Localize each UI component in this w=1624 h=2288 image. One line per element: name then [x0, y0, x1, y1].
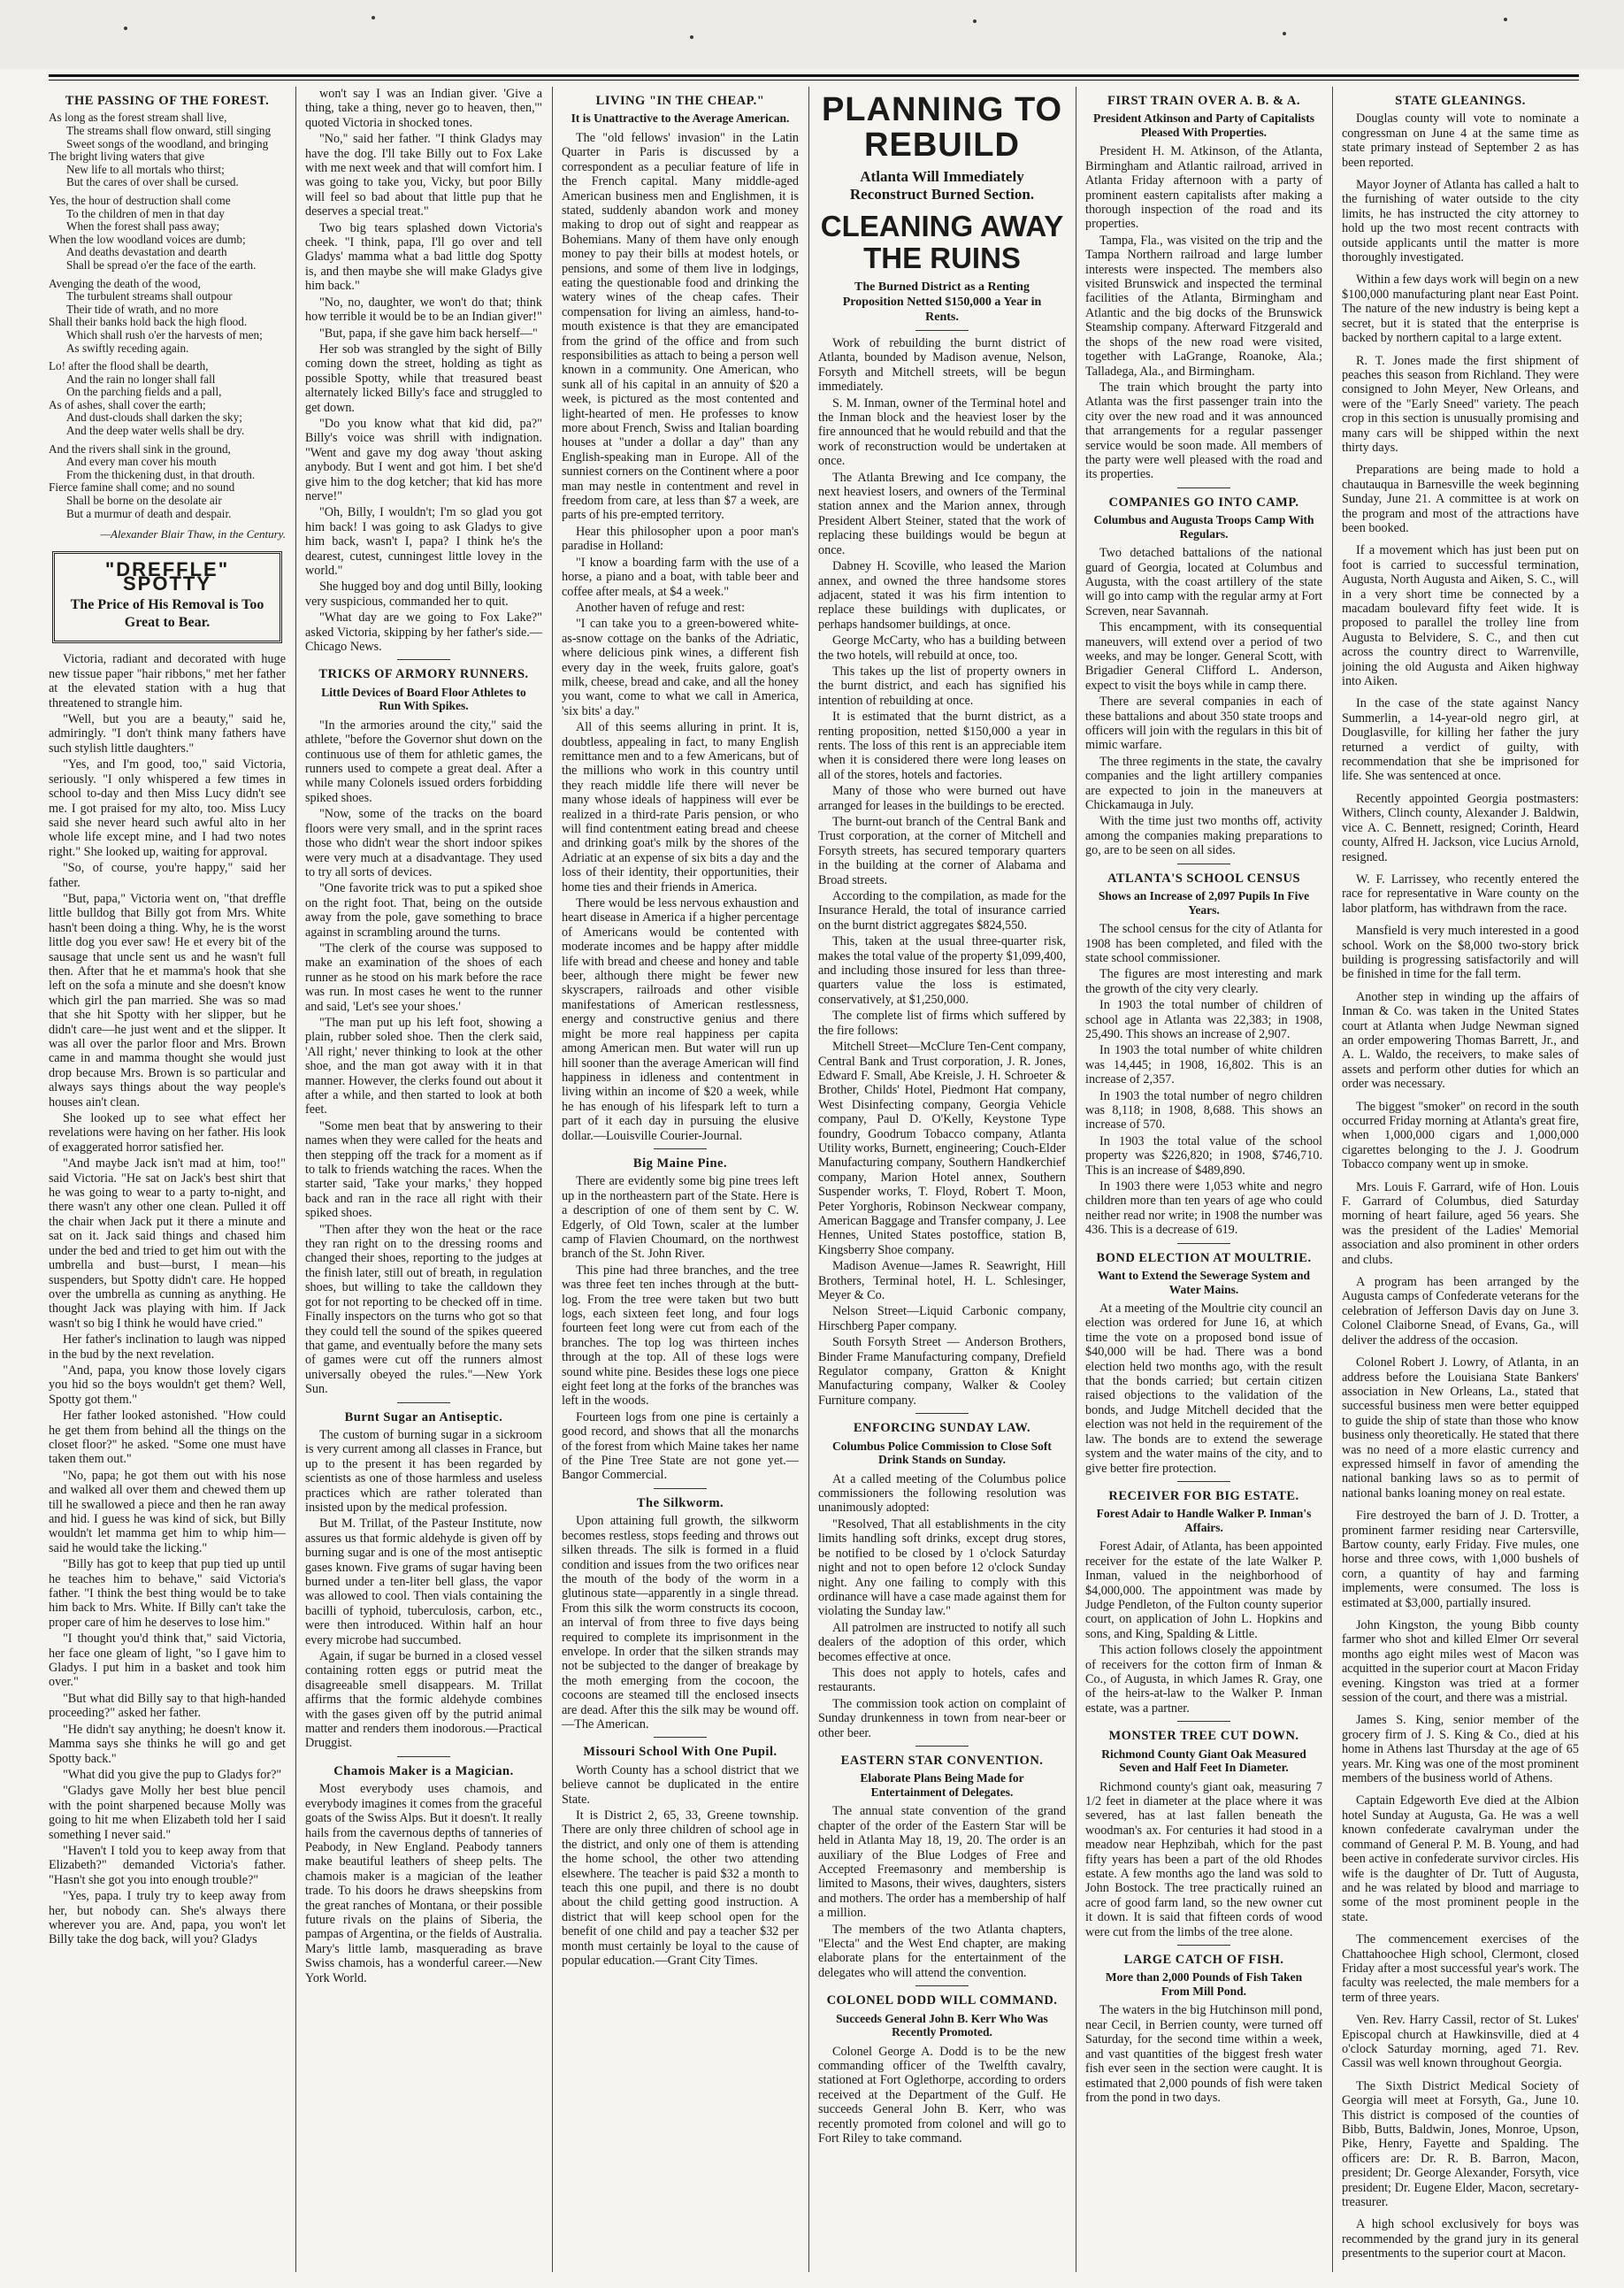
column-6 [1342, 87, 1579, 2272]
paragraph: "But what did Billy say to that high-handed proceeding?" asked her father. [49, 1691, 286, 1721]
article-body [1085, 1301, 1322, 1476]
paragraph: At a called meeting of the Columbus police commissioners the following resolution was unanimously adopted: [818, 1471, 1066, 1516]
paragraph: The complete list of firms which suffered by the fire follows: [818, 1009, 1066, 1038]
paragraph: Another step in winding up the affairs of Inman & Co. was taken in the United States court at Atlanta when Judge Newman signed an order empowering Thomas Barrett, Jr., and A. L. Waldo, the receivers, to make sales of assets and perform other duties for which an order was necessary. [1342, 989, 1579, 1092]
column-5 [1085, 87, 1322, 2272]
paragraph: Mitchell Street—McClure Ten-Cent company, Central Bank and Trust corporation, J. R. Jones, Edward F. Small, Abe Kreisle, J. H. Schroeter & Brother, Childs' Hotel, Piedmont Hat company, West Disinfecting company, Georgia Vehicle company, Paul D. O'Kelly, Keystone Type foundry, Goodrum Tobacco company, Atlanta Utility works, Burnett, engineering; Couch-Elder Manufacturing company, Southern Handkerchief company, Marion Hotel annex, Southern Suspender works, T. Floyd, Robert T. Moon, Peter Yorghoris, Robinson Neckwear company, American Baggage and Transfer company, J. Lee Hennes, United States postoffice, station B, Kingsberry Shoe company. [818, 1040, 1066, 1257]
paragraph: A program has been arranged by the Augusta camps of Confederate veterans for the celebration of Jefferson Davis day on June 3. Colonel Claiborne Snead, of Evans, Ga., will deliver the address of the occasion. [1342, 1275, 1579, 1347]
article-headline: LIVING "IN THE CHEAP." [595, 94, 765, 108]
divider [915, 330, 969, 331]
article-body [818, 336, 1066, 1408]
article-body [562, 131, 799, 1143]
paragraph: "Billy has got to keep that pup tied up until he teaches him to behave," said Victoria's father. "I think the best thing would be to take him back to Mrs. White. If Billy can't take the proper care of him he deserves to lose him." [49, 1557, 286, 1630]
paragraph: South Forsyth Street — Anderson Brothers, Binder Frame Manufacturing company, Drefield Regulator company, Gratton & Knight Manufacturing company, Walker & Cooley Furniture company. [818, 1335, 1066, 1408]
paragraph: Most everybody uses chamois, and everybody imagines it comes from the graceful goats of the Swiss Alps. But it doesn't. It really hails from the cavernous depths of tanneries of Peabody, in New England. Peabody tanners make beautiful leathers of sheep pelts. The chamois maker is a magician of the leather trade. To his doors he draws sheepskins from the great ranches of Montana, or their possible future rivals on the plains of Siberia, the pampas of Argentina, or the fields of Australia. Mary's little lamb, masquerading as brave Swiss chamois, has a wonderful career.—New York World. [305, 1782, 542, 1985]
paragraph: The figures are most interesting and mark the growth of the city very clearly. [1085, 967, 1322, 996]
paragraph: The commission took action on complaint of Sunday drunkenness in town from near-beer or other beer. [818, 1696, 1066, 1740]
article-headline: Burnt Sugar an Antiseptic. [344, 1409, 503, 1424]
paragraph: Preparations are being made to hold a chautauqua in Barnesville the week beginning Sunday, June 21. A committee is at work on the program and most of the attractions have been booked. [1342, 463, 1579, 535]
paragraph: "But, papa," Victoria went on, "that dreffle little bulldog that Billy got from Mrs. White hasn't been doing a thing. Why, he is the worst little dog you ever saw! He et every bit of the sausage that uncle sent us and he wasn't full then. After that he et mamma's hook that she left on the sofa a minute and she doesn't know which girl the pan married. She was so mad that she hit Spotty with her slipper, but he didn't care—he just went and et the slipper. It was all over the parlor floor and Mrs. Brown came in and mamma thought she would just drop because Mrs. Brown is so particular and always says things about the way people's houses ain't clean. [49, 891, 286, 1109]
paragraph: In 1903 there were 1,053 white and negro children more than ten years of age who could neither read nor write; in 1908 the number was 436. This is a decrease of 619. [1085, 1179, 1322, 1238]
paragraph: But M. Trillat, of the Pasteur Institute, now assures us that formic aldehyde is given off by burning sugar and is one of the most antiseptic gases known. Five grams of sugar having been burned under a ten-liter bell glass, the vapor was allowed to cool. Then vials containing the bacilli of typhoid, tuberculosis, carbon, etc., were then introduced. Within half an hour every microbe had succumbed. [305, 1516, 542, 1647]
paragraph: She looked up to see what effect her revelations were having on her father. His look of exaggerated horror satisfied her. [49, 1111, 286, 1155]
paragraph: Mayor Joyner of Atlanta has called a halt to the furnishing of water outside to the city limits, he has instructed the city attorney to hold up the two most recent contracts with outside applicants until the matter is more thoroughly investigated. [1342, 178, 1579, 265]
poem-line: Sweet songs of the woodland, and bringing [66, 136, 269, 150]
article-headline: FIRST TRAIN OVER A. B. & A. [1107, 94, 1301, 108]
article-body [818, 1472, 1066, 1740]
paragraph: "Resolved, That all establishments in the city limits handling soft drinks, except drug stores, be notified to be closed by 1 o'clock Saturday night and not to open before 12 o'clock Sunday night. Any one failing to comply with this ordinance will have a case made against them for violating the Sunday law." [818, 1516, 1066, 1619]
article-subhead: Forest Adair to Handle Walker P. Inman's Affairs. [1096, 1507, 1312, 1534]
paragraph: This, taken at the usual three-quarter risk, makes the total value of the property $1,099,400, and including those insured for less than three-quarters value the loss is estimated, conservatively, at $1,250,000. [818, 934, 1066, 1007]
paragraph: Fourteen logs from one pine is certainly a good record, and shows that all the monarchs of the forest from which Maine takes her name of the Pine Tree State are not gone yet.—Bangor Commercial. [562, 1409, 799, 1483]
article-subhead: Columbus and Augusta Troops Camp With Regulars. [1093, 513, 1314, 541]
poem-line: The turbulent streams shall outpour [66, 289, 233, 303]
paragraph: All patrolmen are instructed to notify all such dealers of the adoption of this order, which becomes effective at once. [818, 1620, 1066, 1664]
paragraph: "He didn't say anything; he doesn't know it. Mamma says she thinks he will go and get Spotty back." [49, 1722, 286, 1766]
paragraph: This pine had three branches, and the tree was three feet ten inches through at the butt-log. From the tree were taken but two butt logs, each sixteen feet long, and four logs fourteen feet long were cut from each of the branches. The top log was thirteen inches through at the top. All of these logs were sound white pine. Besides these logs one piece eight feet long at the forks of the branches was left in the woods. [562, 1263, 799, 1409]
poem-line: Lo! after the flood shall be dearth, [49, 359, 209, 373]
paragraph: Upon attaining full growth, the silkworm becomes restless, stops feeding and throws out silken threads. The silk is formed in a fluid condition and issues from the two orifices near the mouth of the body of the worm in a glutinous state—apparently in a single thread. From this silk the worm constructs its cocoon, an interval of from three to five days being required to complete its imprisonment in the envelope. In order that the silken strands may not be subjected to the danger of breakage by the moth emerging from the cocoon, the cocoons are steamed till the enclosed insects are dead. After this the silk may be wound off.—The American. [562, 1514, 799, 1731]
paragraph: W. F. Larrissey, who recently entered the race for representative in Ware county on the labor platform, has withdrawn from the race. [1342, 871, 1579, 916]
article-body [1085, 1539, 1322, 1716]
article-headline: Missouri School With One Pupil. [583, 1745, 778, 1760]
article-headline: RECEIVER FOR BIG ESTATE. [1108, 1488, 1299, 1503]
poem-line: Their tide of wrath, and no more [66, 302, 218, 316]
poem-line: To the children of men in that day [66, 206, 225, 220]
article-subhead: Little Devices of Board Floor Athletes to Run With Spikes. [321, 685, 526, 713]
paragraph: "What did you give the pup to Gladys for?" [63, 1767, 282, 1782]
article-subhead: Richmond County Giant Oak Measured Seven and Half Feet In Diameter. [1101, 1747, 1306, 1775]
poem-line: Avenging the death of the wood, [49, 276, 201, 290]
top-rule [49, 74, 1579, 77]
paragraph: Mrs. Louis F. Garrard, wife of Hon. Louis F. Garrard of Columbus, died Saturday morning of heart failure, aged 56 years. She was the president of the Ladies' Memorial association and also prominent in other orders and clubs. [1342, 1179, 1579, 1267]
paragraph: Another haven of refuge and rest: [576, 600, 746, 615]
paragraph: Madison Avenue—James R. Seawright, Hill Brothers, Terminal hotel, H. L. Schlesinger, Meyer & Co. [818, 1259, 1066, 1302]
paragraph: John Kingston, the young Bibb county farmer who shot and killed Elmer Orr several months ago eight miles west of Macon was acquitted in the superior court at Macon Friday evening. Kingston was tried at a former session of the court, and there was a mistrial. [1342, 1618, 1579, 1706]
story-continued [305, 87, 542, 654]
paragraph: "But, papa, if she gave him back herself—" [319, 326, 538, 341]
article-body [305, 1428, 542, 1751]
article-headline: TRICKS OF ARMORY RUNNERS. [318, 667, 529, 682]
paragraph: R. T. Jones made the first shipment of peaches this season from Richland. They were consigned to John Meyer, New Orleans, and were of the "Early Sneed" variety. The peach crop in this section is unusually promising and many cars will be shipped within the next thirty days. [1342, 353, 1579, 455]
paragraph: "I thought you'd think that," said Victoria, her face one gleam of light, "so I gave him to Gladys. I put him in a basket and took him over." [49, 1632, 286, 1690]
paragraph: According to the compilation, as made for the Insurance Herald, the total of insurance carried on the burnt district aggregates $824,550. [818, 889, 1066, 933]
poem-line: And every man cover his mouth [66, 455, 217, 469]
paragraph: The school census for the city of Atlanta for 1908 has been completed, and filed with the state school commissioner. [1085, 922, 1322, 965]
paragraph: Many of those who were burned out have arranged for leases in the buildings to be erected. [818, 784, 1066, 813]
divider [1177, 1243, 1230, 1244]
box-subtitle: The Price of His Removal is Too Great to Bear. [70, 597, 264, 631]
poem-line: Shall be borne on the desolate air [66, 494, 222, 508]
column-2 [305, 87, 542, 2272]
article-body [1085, 144, 1322, 481]
paragraph: Colonel Robert J. Lowry, of Atlanta, in an address before the Louisiana State Bankers' association in New Orleans, La., stated that successful business men were better equipped to guide the ship of state than those who know business only theoretically. He stated that there was no need of a more elastic currency and expressed himself in favor of amending the national banking laws so as to permit of national banks loaning money on real estate. [1342, 1355, 1579, 1501]
article-body [1085, 546, 1322, 858]
divider [915, 1413, 969, 1414]
poem-line: As of ashes, shall cover the earth; [49, 397, 206, 411]
paragraph: "No, no, daughter, we won't do that; think how terrible it would be to be an Indian giver!" [305, 295, 542, 325]
paragraph: "One favorite trick was to put a spiked shoe on the right foot. That, being on the outside away from the pole, gave something to brace against in scrambling around the turns. [305, 881, 542, 940]
article-subhead: Shows an Increase of 2,097 Pupils In Five Years. [1098, 889, 1310, 917]
poem-line: But the cares of over shall be cursed. [66, 175, 239, 189]
poem-line: When the low woodland voices are dumb; [49, 232, 246, 246]
paragraph: The "old fellows' invasion" in the Latin Quarter in Paris is discussed by a correspondent as a peculiar feature of life in the French capital. Many middle-aged American business men and Englishmen, it is stated, suddenly abandon work and money making to drop out of sight and reappear as Bohemians. Many of them have only enough money to pay their bills at modest hotels, or pensions, and some of them live in lodgings, eating the questionable food and drinking the watery wines of the cheap cafes. Their compensation for living an aimless, hand-to-mouth existence is that they are emancipated from the grind of the office and from such responsibilities as attach to being a person well known in a community. One American, who sunk all of his capital in an annuity of $20 a week, is pictured as the most contented and light-hearted of men. He professes to know more about French, Swiss and Italian boarding houses at "under a dollar a day" than any English-speaking man in Europe. All of the sunniest corners on the Continent where a poor man may nestle in contentment and revel in freedom from care, at less than $7 a week, are parts of his pre-empted territory. [562, 130, 799, 523]
paragraph: If a movement which has just been put on foot is carried to successful termination, Augusta, North Augusta and Aiken, S. C., will in a very short time be connected by a macadam boulevard fifty feet wide. It is proposed to parallel the trolley line from Augusta to Belvidere, S. C., and then cut across the country direct to Warrenville, joining the old Augusta and Aiken highway into Aiken. [1342, 543, 1579, 689]
paragraph: Two detached battalions of the national guard of Georgia, located at Columbus and Augusta, with the coast artillery of the state will go into camp with the regular army at Fort Screven, near Savannah. [1085, 546, 1322, 618]
paragraph: "So, of course, you're happy," said her father. [49, 861, 286, 890]
column-4 [818, 87, 1066, 2272]
paragraph: S. M. Inman, owner of the Terminal hotel and the Inman block and the heaviest loser by the fire announced that he would rebuild and that the work of reconstruction would be undertaken at once. [818, 395, 1066, 469]
article-subhead: It is Unattractive to the Average American. [571, 111, 790, 126]
paragraph: Her sob was strangled by the sight of Billy coming down the street, holding as tight as possible Spotty, while that treasured beast alternately licked Billy's face and struggled to get down. [305, 342, 542, 415]
paragraph: "No," said her father. "I think Gladys may have the dog. I'll take Billy out to Fox Lake with me next week and that will comfort him. I was going to take you, Vicky, but poor Billy will feel so bad about that little pup that he deserves a special treat." [305, 132, 542, 219]
poem-credit: —Alexander Blair Thaw, in the Century. [100, 527, 286, 541]
article-subhead: President Atkinson and Party of Capitalists Pleased With Properties. [1093, 111, 1314, 139]
poem-line: Yes, the hour of destruction shall come [49, 193, 231, 207]
paragraph: Hear this philosopher upon a poor man's paradise in Holland: [562, 524, 799, 554]
paragraph: President H. M. Atkinson, of the Atlanta, Birmingham and Atlantic railroad, arrived in Atlanta Friday afternoon with a party of prominent eastern capitalists after making a thorough inspection of the road and its properties. [1085, 144, 1322, 232]
paragraph: There are evidently some big pine trees left up in the northeastern part of the State. Here is a description of one of them sent by C. W. Edgerly, of Old Town, scaler at the lumber camp of Flavien Choumard, on the northwest branch of the St. John River. [562, 1174, 799, 1262]
box-title: "DREFFLE" SPOTTY [104, 557, 230, 595]
paragraph: won't say I was an Indian giver. 'Give a thing, take a thing, never go to heaven, then,'" quoted Victoria in shocked tones. [305, 87, 542, 130]
article-body [562, 1514, 799, 1731]
article-body [1085, 1780, 1322, 1939]
paragraph: It is estimated that the burnt district, as a renting proposition, netted $150,000 a year in rents. The loss of this rent is an appreciable item when it is considered there were long leases on all of the stores, hotels and factories. [818, 710, 1066, 782]
paragraph: The annual state convention of the grand chapter of the order of the Eastern Star will be held in Atlanta May 18, 19, 20. The order is an auxiliary of the Blue Lodges of Free and Accepted Freemasonry and membership is limited to Masons, their wives, daughters, sisters and mothers. The order has a membership of half a million. [818, 1804, 1066, 1921]
divider [1177, 1481, 1230, 1482]
paragraph: Again, if sugar be burned in a closed vessel containing rotten eggs or putrid meat the disagreeable smell disappears. M. Trillat affirms that the formic aldehyde combines with the gases given off by the putrid animal matter and renders them inodorous.—Practical Druggist. [305, 1649, 542, 1751]
paragraph: Worth County has a school district that we believe cannot be duplicated in the entire State. [562, 1762, 799, 1807]
divider [654, 1488, 707, 1489]
paragraph: "Some men beat that by answering to their names when they were called for the heats and then stepping off the track for a moment as if to talk to friends watching the races. When the starter said, 'Take your marks,' they hopped back and ran in the race all right with their spiked shoes. [305, 1118, 542, 1221]
paragraph: This takes up the list of property owners in the burnt district, and each has signified his intention of rebuilding at once. [818, 664, 1066, 708]
poem-line: As swiftly receding again. [66, 341, 189, 355]
article-headline: COMPANIES GO INTO CAMP. [1108, 495, 1299, 510]
paragraph: Fire destroyed the barn of J. D. Trotter, a prominent farmer residing near Cartersville, Bartow county, early Friday. Five mules, one horse and three cows, with 1,000 bushels of corn, a quantity of hay and farming implements, were consumed. The loss is estimated at $3,000, partially insured. [1342, 1509, 1579, 1610]
paragraph: "And maybe Jack isn't mad at him, too!" said Victoria. "He sat on Jack's best shirt that he was going to wear to a party to-night, and there wasn't any other one clean. Pulled it off the chair when Jack put it there a minute and sat on it. Jack said things and chased him under the bed and tried to get him out with the umbrella and bust—burst, I mean—his suspenders, but Spotty didn't care. He hopped over the umbrella as cunning as anything. He thought Jack was playing with him. If Jack wasn't so big I think he would have cried." [49, 1156, 286, 1331]
paragraph: Douglas county will vote to nominate a congressman on June 4 at the same time as state primary instead of September 2 as has been reported. [1342, 111, 1579, 170]
column-divider [295, 87, 296, 2272]
column-3 [562, 87, 799, 2272]
article-subhead: Elaborate Plans Being Made for Entertainment of Delegates. [860, 1771, 1024, 1799]
divider [1177, 1721, 1230, 1722]
article-body [1085, 2003, 1322, 2105]
divider [654, 1148, 707, 1149]
article-headline: Chamois Maker is a Magician. [333, 1763, 514, 1778]
article-body [305, 718, 542, 1397]
paragraph: A high school exclusively for boys was recommended by the grand jury in its general presentments to the superior court at Macon. [1342, 2217, 1579, 2261]
paragraph: The custom of burning sugar in a sickroom is very current among all classes in France, but up to the present it has been regarded by scientists as one of those harmless and useless practices which are rather tolerated than insisted upon by the medical profession. [305, 1427, 542, 1515]
paragraph: This encampment, with its consequential maneuvers, will extend over a period of two weeks, and may be longer. General Scott, with Brigadier General Clifford L. Anderson, expect to visit the boys while in camp there. [1085, 620, 1322, 693]
article-headline: BOND ELECTION AT MOULTRIE. [1096, 1250, 1312, 1265]
divider [397, 659, 450, 660]
paragraph: The biggest "smoker" on record in the south occurred Friday morning at Atlanta's great fire, when 1,000,000 cigars and 1,000,000 cigarettes belonging to the J. J. Goodrum Tobacco company went up in smoke. [1342, 1099, 1579, 1172]
paragraph: The three regiments in the state, the cavalry companies and the light artillery companies are expected to join in the maneuvers at Chickamauga in July. [1085, 754, 1322, 813]
paragraph: In 1903 the total number of white children was 14,445; in 1908, 16,802. This is an increase of 2,357. [1085, 1043, 1322, 1087]
paragraph: All of this seems alluring in print. It is, doubtless, appealing in fact, to many English remittance men and to a few Americans, but of the millions who work in this country until they reach middle life there will never be many whose ideals of happiness will ever be realized in a third-rate Paris pension, or who will find contentment eating bread and cheese and drinking goat's milk by the shores of the Adriatic at an expense of six bits a day and the loss of their identity, their opportunities, their home ties and their friends in America. [562, 720, 799, 894]
boxed-headline [52, 551, 282, 644]
article-body [305, 1782, 542, 1985]
paragraph: "I can take you to a green-bowered white-as-snow cottage on the banks of the Adriatic, where delicious pink wines, a different fish every day in the week, fruits galore, goat's milk, cheese, bread and cake, and all the honey you want, come to what we call in America, 'six bits' a day." [562, 617, 799, 718]
paragraph: The waters in the big Hutchinson mill pond, near Cecil, in Berrien county, were turned off Saturday, for the second time within a week, and vast quantities of the biggest fresh water fish ever seen in the section were caught. It is estimated that 2,000 pounds of fish were taken from the pond in two days. [1085, 2003, 1322, 2105]
paragraph: There would be less nervous exhaustion and heart disease in America if a higher percentage of Americans would be contented with moderate incomes and be happy after middle life with bread and cheese and honey and table beer, although there might be fewer new skyscrapers, railroads and other visible manifestations of American restlessness, energy and constructive genius and there might be more real happiness per capita among American men. But water will run up hill sooner than the average American will find happiness in idleness and contentment in living within an income of $20 a week, while he has enough of his lifespark left to turn a part of it each day in pursuing the elusive dollar.—Louisville Courier-Journal. [562, 896, 799, 1143]
lead-deck-2: The Burned District as a Renting Proposition Netted $150,000 a Year in Rents. [842, 280, 1042, 324]
article-headline: EASTERN STAR CONVENTION. [840, 1753, 1044, 1768]
paragraph: "Then after they won the heat or the race they ran right on to the dressing rooms and changed their shoes, reporting to the judges at the finish later, still out of breath, in regulation shoes, but willing to take the calldown they got for not reporting to be checked off in time. Finally inspectors on the turns who got so that they could tell the sound of the spikes queered that game, and eventually before the many sets of games were cut off the runners almost universally obeyed the rules."—New York Sun. [305, 1222, 542, 1397]
top-rule-thin [49, 80, 1579, 81]
poem-line: And dust-clouds shall darken the sky; [66, 411, 242, 425]
paragraph: "The man put up his left foot, showing a plain, rubber soled shoe. Then the clerk said, 'All right,' never thinking to look at the other shoe, and the man got away with it in that manner. However, the clerks found out about it after a while, and then started to look at both feet. [305, 1015, 542, 1117]
article-headline: ENFORCING SUNDAY LAW. [853, 1421, 1031, 1436]
column-divider [552, 87, 553, 2272]
paragraph: "Yes, and I'm good, too," said Victoria, seriously. "I only whispered a few times in school to-day and then Miss Lucy didn't see me. I got praised for my alto, too. Miss Lucy said she never heard such awful alto in her whole life except mine, and I had two notes right." She looked up, waiting for approval. [49, 757, 286, 859]
paragraph: Her father's inclination to laugh was nipped in the bud by the next revelation. [49, 1332, 286, 1362]
divider [915, 1985, 969, 1986]
paragraph: Richmond county's giant oak, measuring 7 1/2 feet in diameter at the place where it was severed, has at last fallen beneath the woodman's ax. For centuries it had stood in a meadow near Hephzibah, which for the past fifty years has been a part of the old Rhodes estate. A few months ago the land was sold to John Bostock. The tree practically ruined an acre of good farm land, so the new owner cut it down. It is said that fifteen cords of wood were cut from the limbs of the tree alone. [1085, 1779, 1322, 1939]
paragraph: "And, papa, you know those lovely cigars you hid so the boys wouldn't get them? Well, Spotty got them." [49, 1363, 286, 1407]
poem-line: Shall be spread o'er the face of the earth. [66, 257, 257, 272]
article-subhead: Want to Extend the Sewerage System and Water Mains. [1098, 1269, 1310, 1296]
article-body [562, 1763, 799, 1969]
poem-line: And the deep water wells shall be dry. [66, 424, 245, 438]
column-divider [1332, 87, 1333, 2272]
paragraph: James S. King, senior member of the grocery firm of J. S. King & Co., died at his home in Athens last Thursday at the age of 65 years. Mr. King was one of the most prominent members of the business world of Athens. [1342, 1713, 1579, 1786]
paragraph: At a meeting of the Moultrie city council an election was ordered for June 16, at which time the vote on a proposed bond issue of $40,000 will be had. There was a bond election held two months ago, with the result that the bonds carried; but certain citizen raised objections to the validation of the bonds, and Judge Mitchell decided that the election was not held in the requirement of the law. The bonds are to extend the sewerage system and the water mains of the city, and to give better fire protection. [1085, 1301, 1322, 1476]
article-body [818, 1804, 1066, 1980]
poem-line: On the parching fields and a pall, [66, 385, 222, 399]
paragraph: Dabney H. Scoville, who leased the Marion annex, and owned the three handsome stores adjacent, stated it was his firm intention to replace these buildings with duplicates, or perhaps handsomer buildings, at once. [818, 559, 1066, 632]
paragraph: In 1903 the total number of children of school age in Atlanta was 22,383; in 1908, 25,490. This shows an increase of 2,907. [1085, 998, 1322, 1041]
paragraph: Forest Adair, of Atlanta, has been appointed receiver for the estate of the late Walker P. Inman, valued in the neighborhood of $4,000,000. The appointment was made by Judge Pendleton, of the Fulton county superior court, on application of John L. Hopkins and sons, and King, Spalding & Little. [1085, 1539, 1322, 1641]
paragraph: Captain Edgeworth Eve died at the Albion hotel Sunday at Augusta, Ga. He was a well known confederate cavalryman under the command of General P. M. B. Young, and had been active in confederate survivor circles. His wife is the daughter of Dr. Tutt of Augusta, and he was related by blood and marriage to some of the most prominent people in the state. [1342, 1793, 1579, 1924]
article-subhead: Succeeds General John B. Kerr Who Was Recently Promoted. [836, 2011, 1048, 2039]
article-headline: STATE GLEANINGS. [1395, 94, 1526, 108]
paragraph: In 1903 the total number of negro children was 8,118; in 1908, 8,688. This shows an increase of 570. [1085, 1088, 1322, 1132]
paragraph: George McCarty, who has a building between the two hotels, will rebuild at once, too. [818, 633, 1066, 663]
poem-line: Fierce famine shall come; and no sound [49, 480, 235, 495]
divider [397, 1402, 450, 1403]
paragraph: Within a few days work will begin on a new $100,000 manufacturing plant near East Point. The nature of the new industry is being kept a secret, but it is stated that the enterprise is backed by northern capital to a large extent. [1342, 273, 1579, 346]
paragraph: The commencement exercises of the Chattahoochee High school, Clermont, closed Friday after a most successful year's work. The faculty was reelected, the male members for a term of three years. [1342, 1932, 1579, 2005]
lead-deck: Atlanta Will Immediately Reconstruct Burned Section. [849, 168, 1035, 203]
story-body [49, 652, 286, 1946]
paragraph: Victoria, radiant and decorated with huge new tissue paper "hair ribbons," met her father at the elevated station with a hug that threatened to strangle him. [49, 652, 286, 710]
paragraph: The members of the two Atlanta chapters, "Electa" and the West End chapter, are making elaborate plans for the entertainment of the delegates who will attend the convention. [818, 1922, 1066, 1980]
article-subhead: More than 2,000 Pounds of Fish Taken From Mill Pond. [1105, 1970, 1303, 1998]
article-headline: COLONEL DODD WILL COMMAND. [826, 1993, 1058, 2008]
lead-headline-2: CLEANING AWAY THE RUINS [820, 210, 1064, 274]
paragraph: In 1903 the total value of the school property was $226,820; in 1908, $746,710. This is an increase of $489,890. [1085, 1133, 1322, 1178]
paragraph: The train which brought the party into Atlanta was the first passenger train into the city over the new road and it was announced that arrangements for a regular passenger service would be soon made. All members of the party were well pleased with the road and its properties. [1085, 380, 1322, 482]
paragraph: There are several companies in each of these battalions and about 350 state troops and officers will join with the regulars in this bit of mimic warfare. [1085, 695, 1322, 753]
column-divider [808, 87, 809, 2272]
paragraph: The Atlanta Brewing and Ice company, the next heaviest losers, and owners of the Terminal station annex and the Marion annex, through President Albert Steiner, stated that the work of replacing these buildings would be begun at once. [818, 470, 1066, 557]
page-top-margin [0, 0, 1624, 69]
newspaper-page [49, 87, 1579, 2272]
poem-line: And deaths devastation and dearth [66, 245, 227, 259]
article-body [1085, 922, 1322, 1238]
paragraph: "No, papa; he got them out with his nose and walked all over them and chewed them up till he swallowed a piece and then he ran away and hid. I guess he was kind of sick, but Billy wouldn't let mamma get him to whip him—said he would take the licking." [49, 1468, 286, 1555]
article-subhead: Columbus Police Commission to Close Soft Drink Stands on Sunday. [832, 1439, 1052, 1467]
paragraph: Tampa, Fla., was visited on the trip and the Tampa Northern railroad and large lumber interests were inspected. The members also visited Brunswick and inspected the terminal facilities of the Atlanta, Birmingham and Atlantic and the big docks of the Brunswick Steamship company. Afterward Fitzgerald and the shops of the new road were visited, together with LaGrange, Roanoke, Ala.; Talladega, Ala., and Birmingham. [1085, 233, 1322, 379]
paragraph: Mansfield is very much interested in a good school. Work on the $8,000 two-story brick building is progressing satisfactorily and will be finished in time for the fall term. [1342, 924, 1579, 982]
poem-line: Which shall rush o'er the harvests of men; [66, 327, 263, 342]
paragraph: Recently appointed Georgia postmasters: Withers, Clinch county, Alexander J. Baldwin, vice A. C. Bennett, resigned; Corinth, Heard county, Alfred H. Jackson, vice Lucius Arnold, resigned. [1342, 791, 1579, 864]
paragraph: "Well, but you are a beauty," said he, admiringly. "I don't think many fathers have such stylish little daughters." [49, 712, 286, 756]
paragraph: In the case of the state against Nancy Summerlin, a 14-year-old negro girl, at Douglasville, for killing her father the jury returned a verdict of guilty, with recommendation that she be imprisoned for life. She was sentenced at once. [1342, 696, 1579, 784]
paragraph: "In the armories around the city," said the athlete, "before the Governor shut down on the continuous use of them for athletic games, the runners used to compete a great deal. After a while many Colonels issued orders forbidding spiked shoes. [305, 718, 542, 805]
paragraph: This does not apply to hotels, cafes and restaurants. [818, 1665, 1066, 1695]
poem-line: And the rivers shall sink in the ground, [49, 441, 231, 456]
poem-line: When the forest shall pass away; [66, 219, 220, 234]
article-body [562, 1174, 799, 1483]
article-headline: ATLANTA'S SCHOOL CENSUS [1107, 871, 1301, 886]
paragraph: "The clerk of the course was supposed to make an examination of the shoes of each runner as he stood on his mark before the race was run. In most cases he went to the runner and said, 'Let's see your shoes.' [305, 941, 542, 1014]
paragraph: "Oh, Billy, I wouldn't; I'm so glad you got him back! I was going to ask Gladys to give him back, wasn't I, papa? I think he's the dearest, cutest, cunningest little lovey in the world." [305, 505, 542, 578]
column-1 [49, 87, 286, 2272]
divider [397, 1756, 450, 1757]
paragraph: Two big tears splashed down Victoria's cheek. "I think, papa, I'll go over and tell Gladys' mamma what a bad little dog Spotty is, and then maybe she will make Gladys give him back." [305, 220, 542, 294]
article-headline: Big Maine Pine. [632, 1156, 728, 1171]
paragraph: With the time just two months off, activity among the companies making preparations to go, are to be seen on all sides. [1085, 814, 1322, 858]
poem-line: From the thickening dust, in that drouth. [66, 467, 256, 481]
paragraph: Her father looked astonished. "How could he get them from behind all the things on the closet floor?" he asked. "Some one must have taken them out." [49, 1409, 286, 1467]
poem-line: Shall their banks hold back the high flood. [49, 315, 248, 329]
divider [1177, 1945, 1230, 1946]
poem [49, 111, 286, 520]
poem-line: The bright living waters that give [49, 150, 205, 164]
article-headline: The Silkworm. [636, 1495, 724, 1510]
lead-headline: PLANNING TO REBUILD [821, 91, 1063, 164]
paragraph: "Yes, papa. I truly try to keep away from her, but nobody can. She's always there wherever you are. And, papa, you won't let Billy take the dog back, will you? Gladys [49, 1889, 286, 1947]
paragraph: "Now, some of the tracks on the board floors were very small, and in the sprint races those who didn't wear the short indoor spikes were very much at a disadvantage. They used to try all sorts of devices. [305, 807, 542, 879]
article-body [818, 2045, 1066, 2146]
poem-line: New life to all mortals who thirst; [66, 162, 225, 176]
paragraph: Ven. Rev. Harry Cassil, rector of St. Lukes' Episcopal church at Hawkinsville, died at 4 o'clock Saturday morning, aged 71. Rev. Cassil was well known throughout Georgia. [1342, 2013, 1579, 2071]
poem-line: The streams shall flow onward, still singing [66, 124, 272, 137]
paragraph: "I know a boarding farm with the use of a horse, a piano and a boat, with table beer and coffee after meals, at $4 a week." [562, 555, 799, 599]
paragraph: It is District 2, 65, 33, Greene township. There are only three children of school age in the district, and only one of them is attending the home school, the other two attending elsewhere. The teacher is paid $32 a month to teach this one pupil, and there is no doubt about the child getting good instruction. A district that will keep school open for the benefit of one child and pay a teacher $32 per month must certainly be loyal to the cause of popular education.—Grant City Times. [562, 1808, 799, 1969]
divider [915, 1746, 969, 1747]
paragraph: This action follows closely the appointment of receivers for the cotton firm of Inman & Co., of Augusta, in which James R. Gray, one of the heirs-at-law to the Walker P. Inman estate, was a partner. [1085, 1643, 1322, 1716]
poem-line: But a murmur of death and despair. [66, 506, 232, 520]
article-headline: LARGE CATCH OF FISH. [1123, 1953, 1284, 1968]
article-body [1342, 111, 1579, 2261]
paragraph: Nelson Street—Liquid Carbonic company, Hirschberg Paper company. [818, 1304, 1066, 1333]
paragraph: "Do you know what that kid did, pa?" Billy's voice was shrill with indignation. "Went and gave my dog away 'thout asking anybody. But I went and got him. I bet she'd give him to the dog ketcher; that kid has more nerve!" [305, 416, 542, 503]
paragraph: Work of rebuilding the burnt district of Atlanta, bounded by Madison avenue, Nelson, Forsyth and Mitchell streets, will be begun immediately. [818, 336, 1066, 395]
paragraph: The burnt-out branch of the Central Bank and Trust corporation, at the corner of Mitchell and Forsyth streets, has secured temporary quarters in the building at the corner of Alabama and Broad streets. [818, 815, 1066, 887]
paragraph: "Haven't I told you to keep away from that Elizabeth?" demanded Victoria's father. "Hasn't she got you into enough trouble?" [49, 1843, 286, 1887]
paragraph: Colonel George A. Dodd is to be the new commanding officer of the Twelfth cavalry, stationed at Fort Oglethorpe, according to orders received at the Department of the Gulf. He succeeds General John B. Kerr, who was recently promoted from colonel and will go to Fort Riley to take command. [818, 2044, 1066, 2146]
poem-line: As long as the forest stream shall live, [49, 111, 227, 125]
paragraph: The Sixth District Medical Society of Georgia will meet at Forsyth, Ga., June 10. This district is composed of the counties of Bibb, Butts, Baldwin, Jones, Monroe, Upson, Pike, Henry, Fayette and Spalding. The officers are: Dr. R. B. Barron, Macon, president; Dr. George Alexander, Forsyth, vice president; Dr. Eugene Elder, Macon, secretary-treasurer. [1342, 2078, 1579, 2210]
paragraph: "What day are we going to Fox Lake?" asked Victoria, skipping by her father's side.—Chicago News. [305, 610, 542, 655]
paragraph: "Gladys gave Molly her best blue pencil with the point sharpened because Molly was going to hit me when Elizabeth told her I said something I never said." [49, 1784, 286, 1842]
paragraph: She hugged boy and dog until Billy, looking very suspicious, commanded her to quit. [305, 580, 542, 609]
poem-title: THE PASSING OF THE FOREST. [65, 94, 270, 108]
divider [654, 1737, 707, 1738]
poem-line: And the rain no longer shall fall [66, 372, 216, 386]
article-headline: MONSTER TREE CUT DOWN. [1108, 1729, 1299, 1744]
